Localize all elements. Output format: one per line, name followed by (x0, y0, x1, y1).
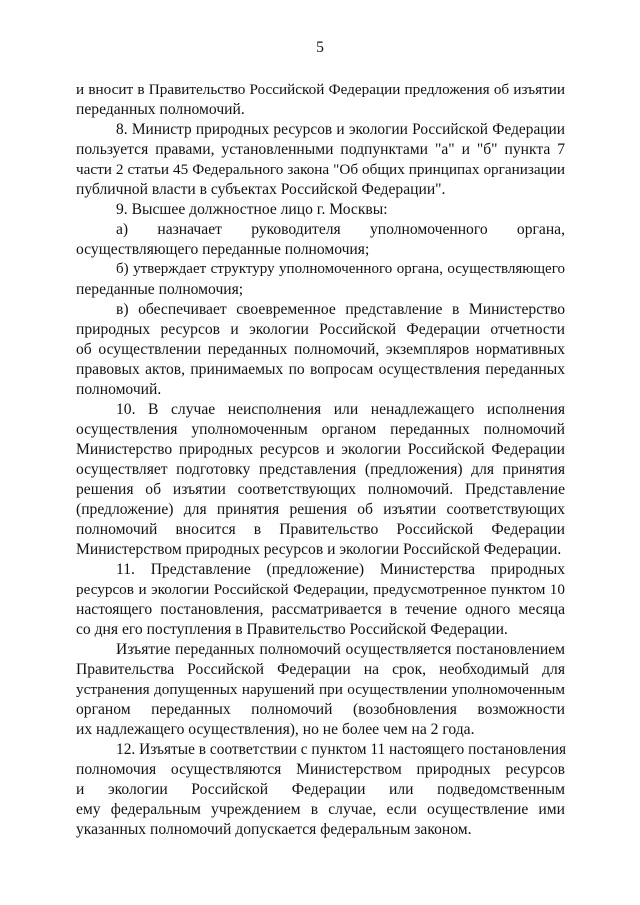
text-line: б) утверждает структуру уполномоченного органа, осуществляющего (116, 261, 565, 277)
text-line: ему федеральным учреждением в случае, если осуществление ими (76, 801, 565, 818)
text-line: устранения допущенных нарушений при осуществлении уполномоченным (76, 681, 565, 698)
text-line: осуществляющего переданные полномочия; (76, 241, 370, 258)
text-line: Министерством природных ресурсов и экологии Российской Федерации. (76, 541, 562, 558)
text-line: решения об изъятии соответствующих полномочий. Представление (76, 481, 565, 498)
text-line: публичной власти в субъектах Российской Федерации". (76, 181, 446, 198)
text-line: и вносит в Правительство Российской Федерации предложения об изъятии (76, 81, 565, 98)
page-number: 5 (316, 39, 324, 56)
text-line: пользуется правами, установленными подпунктами "а" и "б" пункта 7 (76, 141, 565, 158)
text-line: осуществления уполномоченным органом переданных полномочий (76, 421, 565, 438)
text-line: переданных полномочий. (76, 101, 245, 118)
text-line: правовых актов, принимаемых по вопросам осуществления переданных (76, 361, 565, 378)
text-line: Министерство природных ресурсов и экологии Российской Федерации (76, 441, 565, 458)
text-line: а) назначает руководителя уполномоченного органа, (116, 221, 565, 238)
text-line: в) обеспечивает своевременное представление в Министерство (116, 301, 565, 318)
text-line: ресурсов и экологии Российской Федерации, предусмотренное пунктом 10 (76, 581, 565, 598)
text-line: об осуществлении переданных полномочий, экземпляров нормативных (76, 341, 565, 358)
text-line: и экологии Российской Федерации или подведомственным (76, 781, 565, 798)
text-line: 8. Министр природных ресурсов и экологии Российской Федерации (116, 121, 565, 138)
text-line: осуществляет подготовку представления (предложения) для принятия (76, 461, 565, 478)
text-line: полномочия осуществляются Министерством природных ресурсов (76, 761, 565, 778)
text-line: настоящего постановления, рассматривается в течение одного месяца (76, 601, 565, 618)
text-line: 9. Высшее должностное лицо г. Москвы: (116, 201, 388, 218)
text-line: 11. Представление (предложение) Министерства природных (116, 561, 565, 578)
text-line: органом переданных полномочий (возобновления возможности (76, 701, 565, 718)
text-line: их надлежащего осуществления), но не более чем на 2 года. (76, 721, 475, 738)
text-line: природных ресурсов и экологии Российской Федерации отчетности (76, 321, 565, 338)
text-line: Изъятие переданных полномочий осуществляется постановлением (116, 641, 565, 658)
text-line: 12. Изъятые в соответствии с пунктом 11 настоящего постановления (116, 741, 567, 758)
text-line: части 2 статьи 45 Федерального закона "Об общих принципах организации (76, 161, 565, 178)
text-line: переданные полномочия; (76, 281, 244, 298)
text-line: полномочий вносится в Правительство Российской Федерации (76, 521, 565, 538)
text-line: со дня его поступления в Правительство Российской Федерации. (76, 621, 508, 638)
text-line: Правительства Российской Федерации на срок, необходимый для (76, 661, 565, 678)
text-line: 10. В случае неисполнения или ненадлежащего исполнения (116, 401, 565, 418)
text-line: (предложение) для принятия решения об изъятии соответствующих (76, 501, 565, 518)
text-line: указанных полномочий допускается федеральным законом. (76, 821, 472, 838)
text-line: полномочий. (76, 381, 162, 398)
